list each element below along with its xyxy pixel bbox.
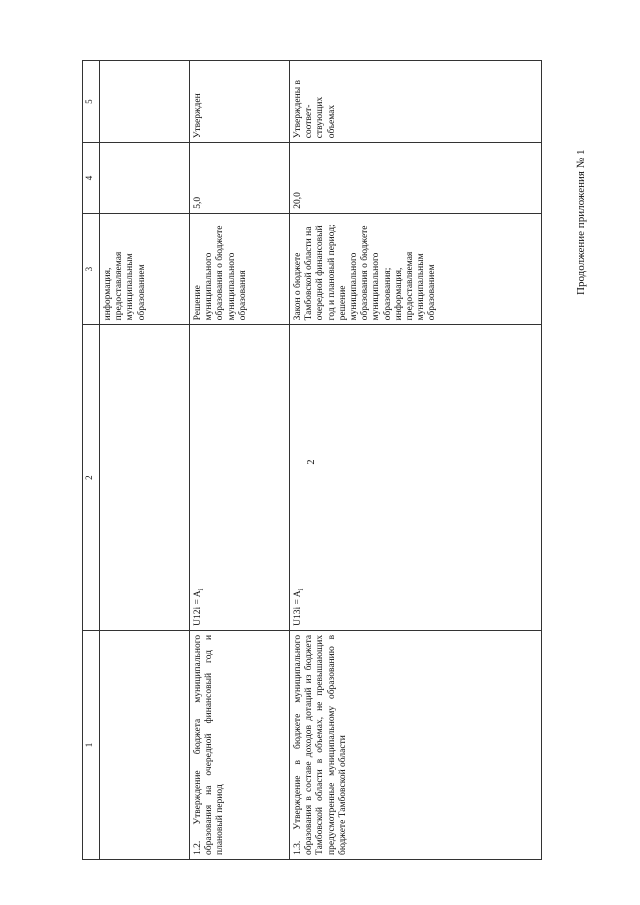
cell-source: информация, предоставляемая муниципальным образованием [100,213,190,325]
cell-criterion [100,61,190,143]
formula-text: U12i = A [193,590,203,626]
table-row [290,61,542,860]
header-col-2: 2 [83,325,100,631]
cell-indicator: 1.3. Утверждение в бюджете муниципального образования в составе доходов дотаций из бюджета Тамбовской области в объемах, не превышающих предусмотренные муниципальному образованию в бюджете Тамбовской области [290,630,542,859]
cell-criterion: Утверждены в соответ-ствующих объемах [290,61,542,143]
header-col-4: 4 [83,143,100,214]
cell-criterion: Утвержден [190,61,290,143]
cell-weight: 20,0 [290,143,542,214]
table-row [190,61,290,860]
header-row [83,61,100,860]
formula-subscript: i [296,588,305,591]
cell-source: Решение муниципального образования о бюджете муниципального образования [190,213,290,325]
formula-subscript: i [196,588,205,591]
cell-weight [100,143,190,214]
cell-weight: 5,0 [190,143,290,214]
cell-formula [190,325,290,631]
page-number: 2 [306,459,317,465]
cell-formula [290,325,542,631]
table-row [100,61,190,860]
header-col-3: 3 [83,213,100,325]
cell-indicator [100,630,190,859]
cell-indicator: 1.2. Утверждение бюджета муниципального образования на очередной финансовый год и плановый период [190,630,290,859]
header-col-5: 5 [83,61,100,143]
cell-formula [100,325,190,631]
cell-source: Закон о бюджете Тамбовской области на очередной финансовый год и плановый период; решение муниципального образования о бюджете муниципального образования; информация, предоставляемая муниципальным образованием [290,213,542,325]
criteria-table [82,60,542,860]
appendix-caption: Продолжение приложения № 1 [575,149,587,295]
formula-text: U13i = A [293,590,303,626]
header-col-1: 1 [83,630,100,859]
